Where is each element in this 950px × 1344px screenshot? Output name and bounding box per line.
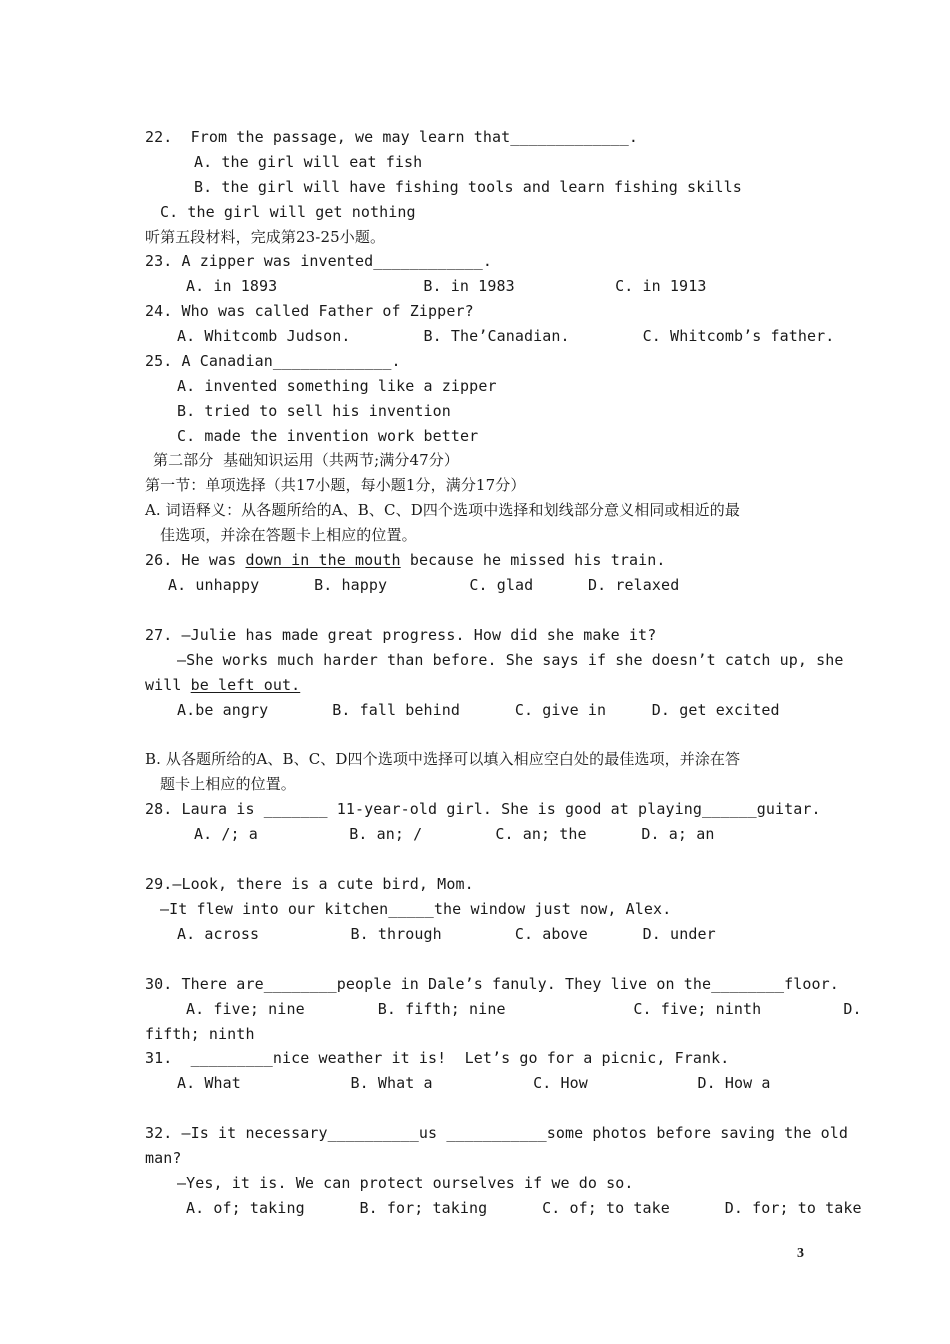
question-27-line-1: 27. —Julie has made great progress. How did she make it? bbox=[145, 626, 657, 644]
question-30: 30. There are________people in Dale’s fanuly. They live on the________floor. bbox=[145, 975, 839, 993]
q22-option-b: B. the girl will have fishing tools and learn fishing skills bbox=[194, 178, 742, 196]
q31-options: A. What B. What a C. How D. How a bbox=[177, 1074, 771, 1092]
q23-options: A. in 1893 B. in 1983 C. in 1913 bbox=[186, 277, 707, 295]
q28-options: A. /; a B. an; / C. an; the D. a; an bbox=[194, 825, 715, 843]
part-b-instruction-2: 题卡上相应的位置。 bbox=[160, 775, 296, 793]
question-28: 28. Laura is _______ 11-year-old girl. She is good at playing______guitar. bbox=[145, 800, 821, 818]
q27-prefix: will bbox=[145, 676, 191, 694]
q24-options: A. Whitcomb Judson. B. The’Canadian. C. Whitcomb’s father. bbox=[177, 327, 835, 345]
part-2-heading: 第二部分 基础知识运用（共两节;满分47分） bbox=[153, 451, 459, 469]
q22-option-a: A. the girl will eat fish bbox=[194, 153, 423, 171]
q25-option-c: C. made the invention work better bbox=[177, 427, 479, 445]
q32-options: A. of; taking B. for; taking C. of; to take D. for; to take bbox=[186, 1199, 862, 1217]
q30-options-continued: fifth; ninth bbox=[145, 1025, 255, 1043]
q26-underlined-phrase: down in the mouth bbox=[245, 551, 401, 569]
question-23: 23. A zipper was invented____________. bbox=[145, 252, 492, 270]
part-b-instruction-1: B. 从各题所给的A、B、C、D四个选项中选择可以填入相应空白处的最佳选项，并涂在答 bbox=[145, 750, 741, 768]
question-29-line-2: —It flew into our kitchen_____the window just now, Alex. bbox=[160, 900, 672, 918]
question-32-line-1: 32. —Is it necessary__________us ___________some photos before saving the old bbox=[145, 1124, 849, 1142]
part-a-instruction-1: A. 词语释义：从各题所给的A、B、C、D四个选项中选择和划线部分意义相同或相近的最 bbox=[145, 501, 740, 519]
q29-options: A. across B. through C. above D. under bbox=[177, 925, 716, 943]
q26-suffix: because he missed his train. bbox=[400, 551, 666, 569]
q25-option-b: B. tried to sell his invention bbox=[177, 402, 451, 420]
q26-prefix: 26. He was bbox=[145, 551, 246, 569]
q26-options: A. unhappy B. happy C. glad D. relaxed bbox=[168, 576, 680, 594]
question-32-line-3: —Yes, it is. We can protect ourselves if we do so. bbox=[177, 1174, 634, 1192]
q25-option-a: A. invented something like a zipper bbox=[177, 377, 497, 395]
question-31: 31. _________nice weather it is! Let’s go for a picnic, Frank. bbox=[145, 1049, 730, 1067]
question-24: 24. Who was called Father of Zipper? bbox=[145, 302, 474, 320]
q27-underlined-phrase: be left out. bbox=[190, 676, 301, 694]
question-25: 25. A Canadian_____________. bbox=[145, 352, 401, 370]
question-26 bbox=[145, 550, 665, 570]
question-22: 22. From the passage, we may learn that_____________. bbox=[145, 128, 639, 146]
question-27-line-2: —She works much harder than before. She says if she doesn’t catch up, she bbox=[177, 651, 844, 669]
part-a-instruction-2: 佳选项，并涂在答题卡上相应的位置。 bbox=[160, 526, 417, 544]
q27-options: A.be angry B. fall behind C. give in D. get excited bbox=[177, 701, 780, 719]
section-5-heading: 听第五段材料，完成第23-25小题。 bbox=[145, 228, 386, 246]
question-27-line-3 bbox=[145, 675, 300, 695]
question-29-line-1: 29.—Look, there is a cute bird, Mom. bbox=[145, 875, 474, 893]
page-number: 3 bbox=[797, 1246, 804, 1261]
question-32-line-2: man? bbox=[145, 1149, 182, 1167]
section-1-heading: 第一节：单项选择（共17小题，每小题1分，满分17分） bbox=[145, 476, 526, 494]
q22-option-c: C. the girl will get nothing bbox=[160, 203, 416, 221]
q30-options: A. five; nine B. fifth; nine C. five; ninth D. bbox=[186, 1000, 862, 1018]
